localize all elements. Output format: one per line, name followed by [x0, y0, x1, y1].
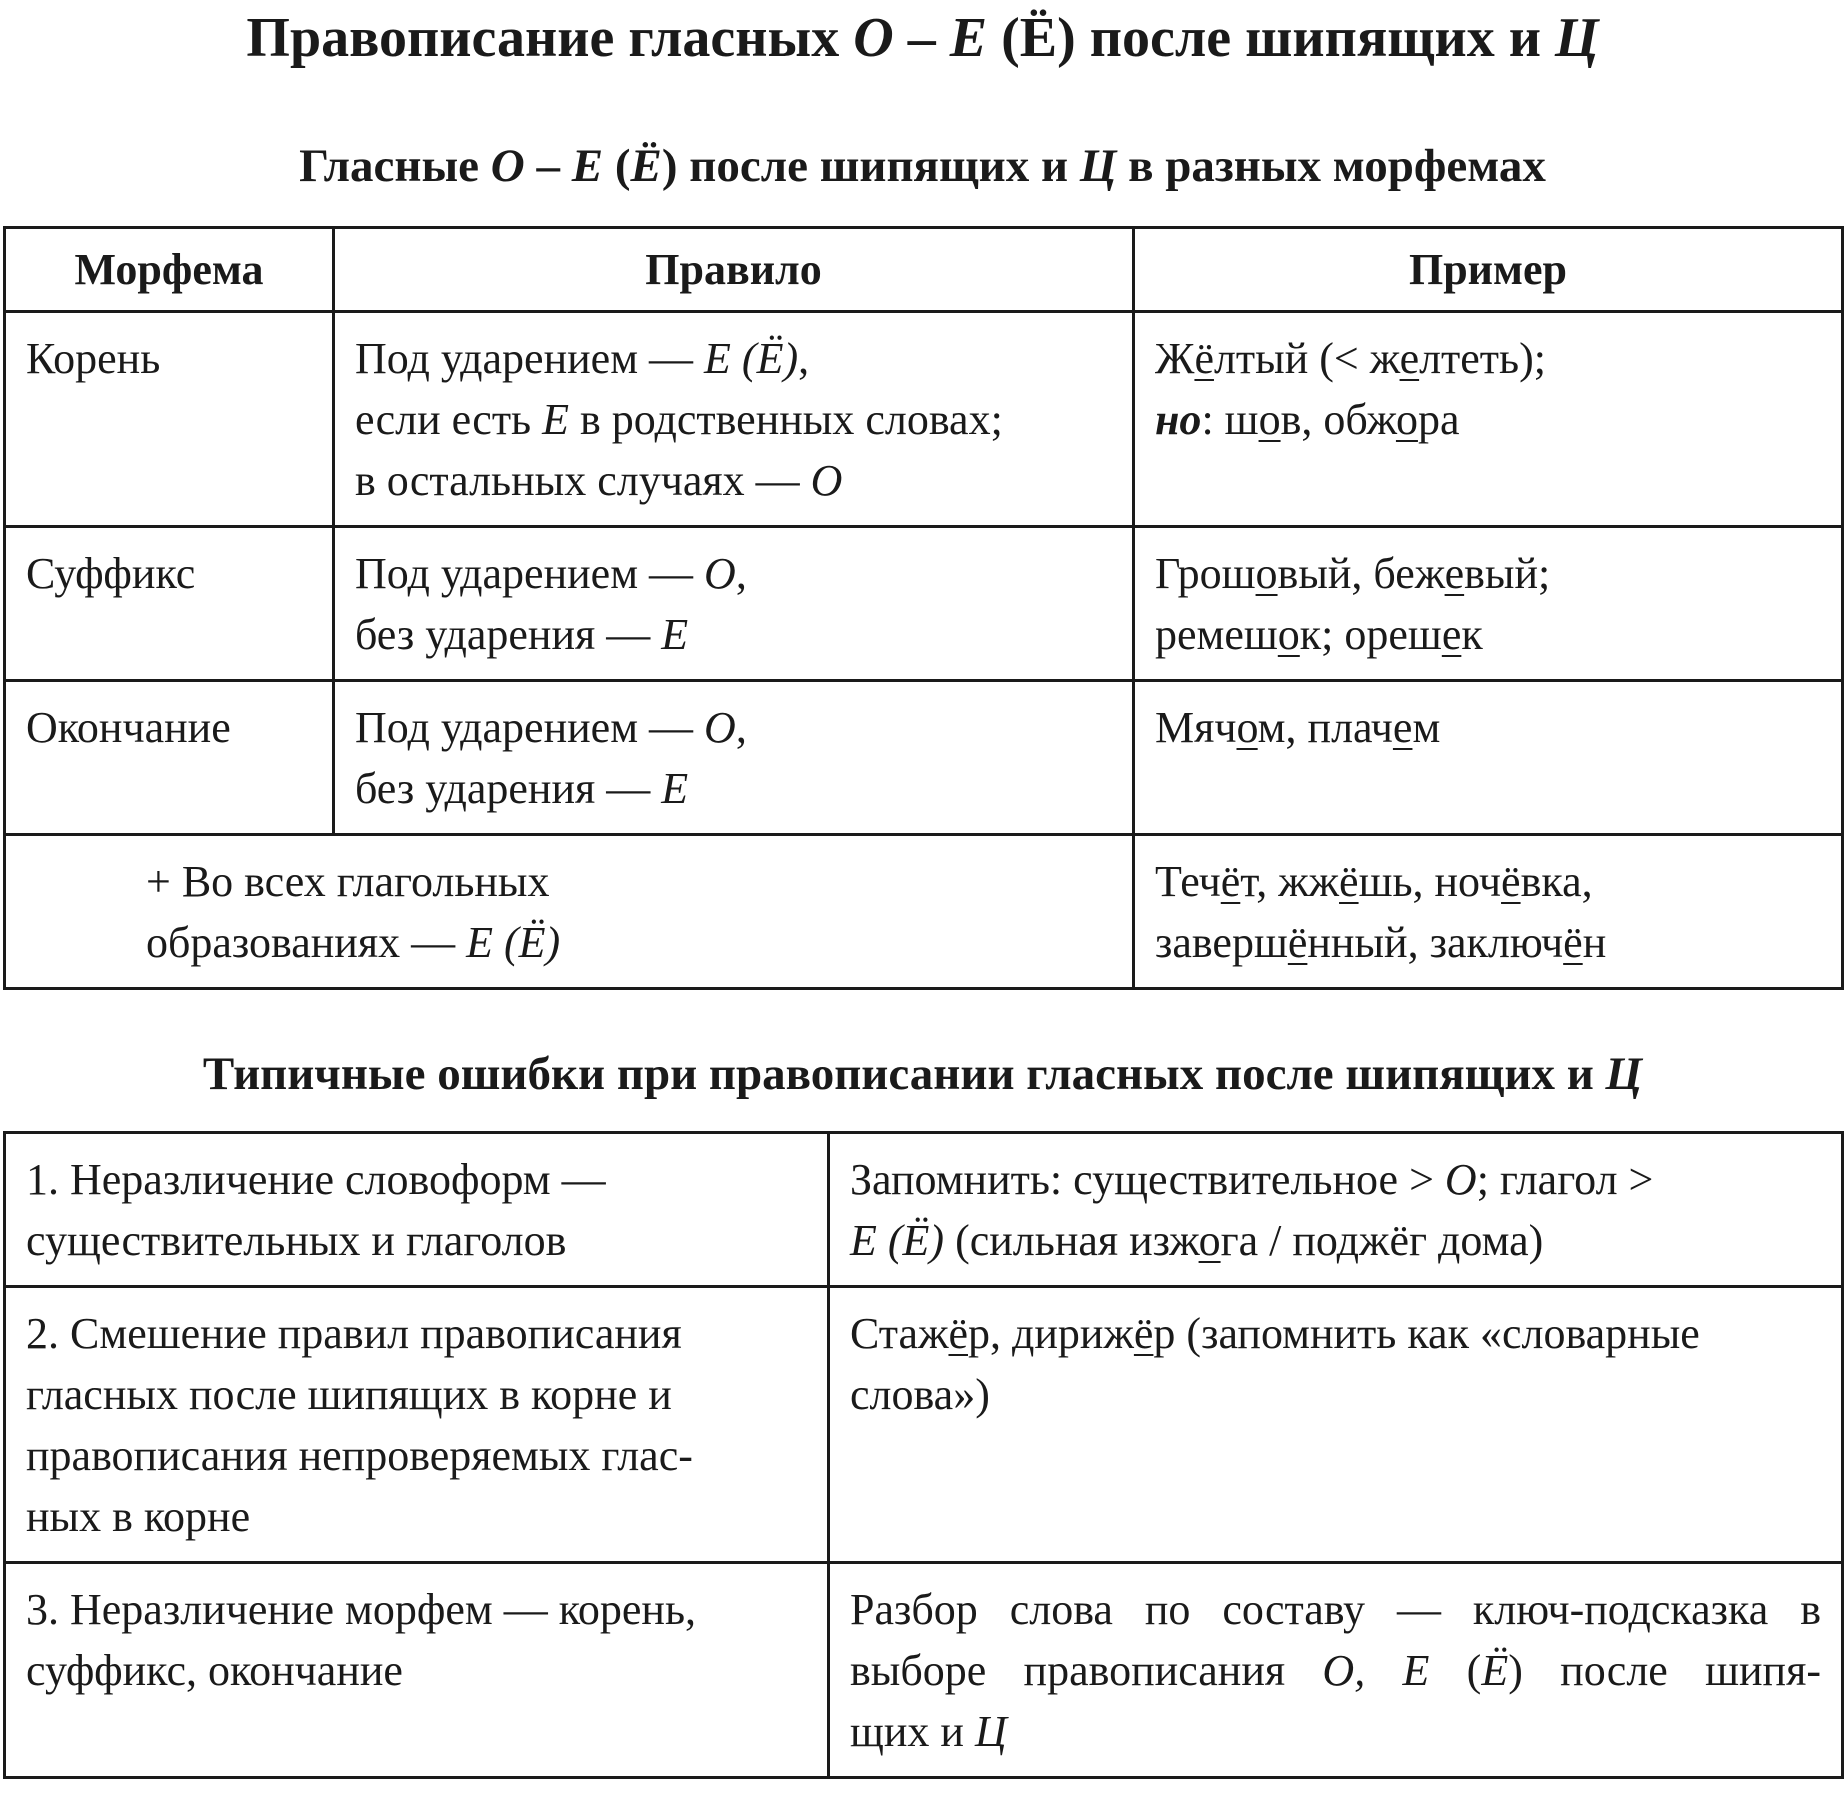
errors-table — [3, 1131, 1844, 1779]
example-cell: Грошовый, бежевый; ремешок; орешек — [1134, 527, 1843, 681]
tip-cell: Стажёр, дирижёр (запомнить как «словарные слова») — [829, 1287, 1843, 1563]
error-cell: 3. Неразличение морфем — корень, суффикс, окончание — [5, 1563, 829, 1778]
error-cell: 2. Смешение правил правописания гласных после шипящих в корне и правописания непроверяемых глас- ных в корне — [5, 1287, 829, 1563]
table-header-row — [5, 228, 1843, 312]
error-cell: 1. Неразличение словоформ — существительных и глаголов — [5, 1133, 829, 1287]
table-row — [5, 1563, 1843, 1778]
header-morpheme: Морфема — [5, 228, 334, 312]
morphemes-table — [3, 226, 1844, 990]
example-cell: Жёлтый (< желтеть); но: шов, обжора — [1134, 312, 1843, 527]
rule-cell: Под ударением — О, без ударения — Е — [334, 681, 1134, 835]
table-row — [5, 312, 1843, 527]
header-example: Пример — [1134, 228, 1843, 312]
morpheme-cell: Корень — [5, 312, 334, 527]
table-row — [5, 527, 1843, 681]
rule-cell: Под ударением — Е (Ё), если есть Е в родственных словах; в остальных случаях — О — [334, 312, 1134, 527]
table-row — [5, 1133, 1843, 1287]
morpheme-cell: Суффикс — [5, 527, 334, 681]
morpheme-cell: Окончание — [5, 681, 334, 835]
page-title: Правописание гласных О – Е (Ё) после шипящих и Ц — [246, 7, 1599, 69]
example-cell: Мячом, плачем — [1134, 681, 1843, 835]
table-row — [5, 1287, 1843, 1563]
table-row — [5, 681, 1843, 835]
header-rule: Правило — [334, 228, 1134, 312]
table-row — [5, 835, 1843, 989]
morphemes-table-title: Гласные О – Е (Ё) после шипящих и Ц в разных морфемах — [299, 140, 1546, 192]
verbs-rule-cell: + Во всех глагольных образованиях — Е (Ё) — [5, 835, 1134, 989]
tip-cell: Запомнить: существительное > О; глагол > Е (Ё) (сильная изжога / поджёг дома) — [829, 1133, 1843, 1287]
example-cell: Течёт, жжёшь, ночёвка, завершённый, заключён — [1134, 835, 1843, 989]
rule-cell: Под ударением — О, без ударения — Е — [334, 527, 1134, 681]
errors-table-title: Типичные ошибки при правописании гласных после шипящих и Ц — [202, 1048, 1643, 1100]
tip-cell: Разбор слова по составу — ключ-подсказка в выборе правописания О, Е (Ё) после шипя- щих и Ц — [829, 1563, 1843, 1778]
